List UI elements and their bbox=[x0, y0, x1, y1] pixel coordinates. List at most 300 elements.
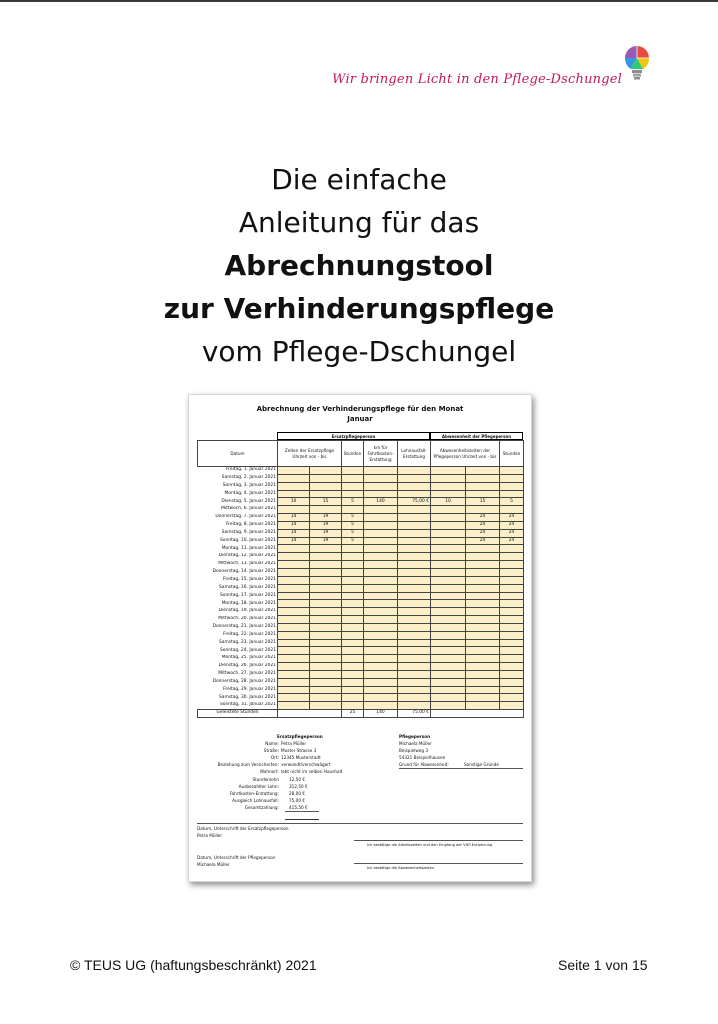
row-cell-f bbox=[278, 623, 310, 631]
row-cell-h bbox=[342, 561, 364, 569]
row-cell-af bbox=[431, 663, 466, 671]
row-cell-ah bbox=[500, 600, 524, 608]
table-row bbox=[198, 702, 524, 710]
signature-carer-name: Petra Müller bbox=[197, 833, 223, 838]
row-cell-f bbox=[278, 616, 310, 624]
row-cell-h: 5 bbox=[342, 514, 364, 522]
row-cell-t bbox=[310, 561, 342, 569]
row-cell-h: 5 bbox=[342, 529, 364, 537]
row-cell-km bbox=[364, 600, 398, 608]
row-cell-ah bbox=[500, 623, 524, 631]
row-cell-ah bbox=[500, 584, 524, 592]
row-cell-km bbox=[364, 639, 398, 647]
row-date: Montag, 18. Januar 2021 bbox=[198, 600, 278, 608]
row-cell-km: 140 bbox=[364, 498, 398, 506]
row-cell-at: 24 bbox=[466, 514, 500, 522]
row-cell-at bbox=[466, 616, 500, 624]
col-header-wage-loss: Lohnausfall-Erstattung bbox=[398, 441, 431, 467]
row-date: Dienstag, 5. Januar 2021 bbox=[198, 498, 278, 506]
row-cell-lohn bbox=[398, 514, 431, 522]
row-cell-f bbox=[278, 592, 310, 600]
row-cell-ah bbox=[500, 702, 524, 710]
table-row bbox=[198, 545, 524, 553]
row-cell-f bbox=[278, 467, 310, 475]
row-cell-f bbox=[278, 600, 310, 608]
row-cell-ah bbox=[500, 639, 524, 647]
row-cell-at bbox=[466, 568, 500, 576]
total-label: Fahrtkosten-Erstattung: bbox=[229, 791, 279, 796]
row-cell-h bbox=[342, 576, 364, 584]
header-tagline: Wir bringen Licht in den Pflege-Dschungel bbox=[332, 72, 622, 87]
row-cell-t: 19 bbox=[310, 537, 342, 545]
row-cell-ah: 24 bbox=[500, 521, 524, 529]
row-cell-at bbox=[466, 482, 500, 490]
row-cell-at bbox=[466, 623, 500, 631]
col-header-km: km für Fahrtkosten-Erstattung bbox=[364, 441, 398, 467]
row-cell-h bbox=[342, 592, 364, 600]
title-line-2: Anleitung für das bbox=[238, 206, 480, 239]
row-cell-lohn bbox=[398, 561, 431, 569]
row-date: Donnerstag, 21. Januar 2021 bbox=[198, 623, 278, 631]
row-cell-t bbox=[310, 474, 342, 482]
row-cell-at bbox=[466, 686, 500, 694]
row-date: Freitag, 22. Januar 2021 bbox=[198, 631, 278, 639]
footer-copyright: © TEUS UG (haftungsbeschränkt) 2021 bbox=[70, 957, 317, 973]
row-cell-af bbox=[431, 608, 466, 616]
row-cell-ah bbox=[500, 663, 524, 671]
row-cell-t bbox=[310, 576, 342, 584]
row-cell-h bbox=[342, 506, 364, 514]
table-row bbox=[198, 655, 524, 663]
row-cell-lohn bbox=[398, 592, 431, 600]
row-cell-ah bbox=[500, 561, 524, 569]
row-cell-lohn bbox=[398, 576, 431, 584]
row-cell-ah bbox=[500, 474, 524, 482]
row-cell-km bbox=[364, 521, 398, 529]
row-cell-km bbox=[364, 545, 398, 553]
row-cell-at bbox=[466, 561, 500, 569]
table-row bbox=[198, 561, 524, 569]
row-date: Montag, 4. Januar 2021 bbox=[198, 490, 278, 498]
row-cell-at bbox=[466, 506, 500, 514]
row-cell-af bbox=[431, 702, 466, 710]
group-header-carer: Ersatzpflegeperson bbox=[277, 432, 430, 440]
carer-relation: verwandt/verschwägert bbox=[281, 762, 331, 767]
signature-caregiver-label: Datum, Unterschrift der Pflegeperson bbox=[197, 855, 276, 860]
row-cell-at bbox=[466, 592, 500, 600]
row-date: Sonntag, 31. Januar 2021 bbox=[198, 702, 278, 710]
row-cell-f: 14 bbox=[278, 537, 310, 545]
row-cell-km bbox=[364, 631, 398, 639]
group-header-absence: Abwesenheit der Pflegeperson bbox=[430, 432, 523, 440]
row-cell-h bbox=[342, 490, 364, 498]
table-row bbox=[198, 663, 524, 671]
row-cell-h bbox=[342, 647, 364, 655]
row-cell-km bbox=[364, 702, 398, 710]
billing-table bbox=[197, 440, 524, 718]
row-cell-t: 19 bbox=[310, 521, 342, 529]
caregiver-reason-label: Grund für Abwesenheit: bbox=[399, 762, 449, 767]
row-cell-t bbox=[310, 553, 342, 561]
row-cell-t bbox=[310, 647, 342, 655]
row-cell-t bbox=[310, 592, 342, 600]
carer-street: Muster Strasse 3 bbox=[281, 748, 317, 753]
row-cell-ah bbox=[500, 678, 524, 686]
sum-label: Geleistete Stunden bbox=[198, 710, 278, 718]
row-date: Mittwoch, 20. Januar 2021 bbox=[198, 616, 278, 624]
row-cell-km bbox=[364, 608, 398, 616]
row-cell-af bbox=[431, 694, 466, 702]
row-cell-lohn bbox=[398, 616, 431, 624]
row-date: Dienstag, 12. Januar 2021 bbox=[198, 553, 278, 561]
row-cell-km bbox=[364, 514, 398, 522]
row-cell-af bbox=[431, 647, 466, 655]
row-cell-lohn bbox=[398, 521, 431, 529]
row-cell-h bbox=[342, 663, 364, 671]
carer-city-label: Ort: bbox=[270, 755, 279, 760]
row-cell-ah: 24 bbox=[500, 537, 524, 545]
total-label: Stundenlohn bbox=[252, 777, 279, 782]
row-cell-km bbox=[364, 616, 398, 624]
carer-heading: Ersatzpflegeperson bbox=[277, 734, 323, 739]
row-cell-f bbox=[278, 647, 310, 655]
caregiver-street: Beispielweg 3 bbox=[399, 748, 429, 753]
row-cell-t bbox=[310, 467, 342, 475]
row-cell-f bbox=[278, 568, 310, 576]
sum-row bbox=[198, 710, 524, 718]
row-cell-f: 14 bbox=[278, 514, 310, 522]
signature-carer-note: Ich bestätige die Arbeitszeiten und den Empfang der VHP-Entlohnung bbox=[367, 843, 493, 847]
row-cell-h bbox=[342, 694, 364, 702]
row-cell-af bbox=[431, 568, 466, 576]
row-cell-ah bbox=[500, 631, 524, 639]
row-cell-lohn bbox=[398, 482, 431, 490]
row-cell-ah bbox=[500, 686, 524, 694]
title-block bbox=[0, 158, 718, 373]
row-cell-f: 14 bbox=[278, 529, 310, 537]
signature-caregiver-note: Ich bestätige die Abwesenheitszeiten bbox=[367, 866, 435, 870]
table-row bbox=[198, 474, 524, 482]
row-cell-h bbox=[342, 600, 364, 608]
row-cell-t bbox=[310, 686, 342, 694]
row-cell-f bbox=[278, 561, 310, 569]
table-row bbox=[198, 670, 524, 678]
table-row bbox=[198, 482, 524, 490]
row-cell-h bbox=[342, 568, 364, 576]
row-date: Sonntag, 10. Januar 2021 bbox=[198, 537, 278, 545]
row-cell-f bbox=[278, 639, 310, 647]
lightbulb-puzzle-icon bbox=[622, 44, 652, 88]
row-cell-ah: 24 bbox=[500, 514, 524, 522]
row-cell-lohn bbox=[398, 474, 431, 482]
row-cell-at bbox=[466, 631, 500, 639]
signature-divider bbox=[197, 823, 523, 824]
signature-carer-line bbox=[354, 840, 523, 841]
row-cell-af bbox=[431, 631, 466, 639]
row-cell-f bbox=[278, 670, 310, 678]
row-cell-km bbox=[364, 663, 398, 671]
row-cell-km bbox=[364, 537, 398, 545]
row-cell-f bbox=[278, 631, 310, 639]
table-row bbox=[198, 553, 524, 561]
total-double-underline bbox=[285, 819, 319, 820]
total-label: Ausgleich Lohnausfall: bbox=[232, 798, 279, 803]
row-cell-km bbox=[364, 655, 398, 663]
row-cell-at bbox=[466, 670, 500, 678]
sum-hours: 25 bbox=[342, 710, 364, 718]
row-cell-at bbox=[466, 694, 500, 702]
row-cell-af bbox=[431, 537, 466, 545]
footer-page-number: Seite 1 von 15 bbox=[558, 957, 648, 973]
col-header-absence-times: Abwesenheitszeiten der Pflegeperson Uhrzeit von - bis bbox=[431, 441, 500, 467]
row-cell-lohn bbox=[398, 678, 431, 686]
title-line-1: Die einfache bbox=[271, 163, 447, 196]
row-cell-km bbox=[364, 474, 398, 482]
row-cell-h bbox=[342, 631, 364, 639]
row-cell-km bbox=[364, 592, 398, 600]
row-cell-lohn bbox=[398, 584, 431, 592]
row-cell-at: 24 bbox=[466, 537, 500, 545]
table-row bbox=[198, 514, 524, 522]
row-cell-at bbox=[466, 584, 500, 592]
row-cell-t bbox=[310, 631, 342, 639]
row-cell-ah bbox=[500, 576, 524, 584]
total-label: Gesamtzahlung: bbox=[244, 805, 279, 810]
row-cell-ah: 24 bbox=[500, 529, 524, 537]
row-cell-t bbox=[310, 545, 342, 553]
row-cell-f bbox=[278, 686, 310, 694]
row-date: Dienstag, 19. Januar 2021 bbox=[198, 608, 278, 616]
row-cell-f: 14 bbox=[278, 521, 310, 529]
row-cell-at bbox=[466, 576, 500, 584]
row-cell-h: 5 bbox=[342, 498, 364, 506]
row-cell-af bbox=[431, 678, 466, 686]
sheet-title: Abrechnung der Verhinderungspflege für den Monat Januar bbox=[256, 405, 464, 423]
row-cell-km bbox=[364, 576, 398, 584]
row-date: Freitag, 15. Januar 2021 bbox=[198, 576, 278, 584]
row-cell-af bbox=[431, 623, 466, 631]
row-cell-lohn bbox=[398, 490, 431, 498]
row-date: Freitag, 1. Januar 2021 bbox=[198, 467, 278, 475]
row-cell-h bbox=[342, 545, 364, 553]
row-date: Samstag, 30. Januar 2021 bbox=[198, 694, 278, 702]
row-cell-lohn bbox=[398, 702, 431, 710]
sum-empty bbox=[278, 710, 342, 718]
table-row bbox=[198, 537, 524, 545]
total-value: 28,00 € bbox=[289, 791, 305, 796]
row-cell-t bbox=[310, 584, 342, 592]
row-cell-f bbox=[278, 678, 310, 686]
row-cell-af bbox=[431, 474, 466, 482]
row-cell-ah bbox=[500, 608, 524, 616]
row-cell-f bbox=[278, 545, 310, 553]
row-cell-at: 24 bbox=[466, 529, 500, 537]
table-header-row bbox=[198, 441, 524, 467]
row-cell-t bbox=[310, 670, 342, 678]
row-cell-lohn bbox=[398, 600, 431, 608]
title-line-3: Abrechnungstool bbox=[224, 249, 494, 282]
row-cell-t: 19 bbox=[310, 529, 342, 537]
row-cell-lohn bbox=[398, 694, 431, 702]
row-cell-af bbox=[431, 639, 466, 647]
signature-caregiver-name: Michaela Müller bbox=[197, 862, 230, 867]
row-cell-ah bbox=[500, 553, 524, 561]
row-cell-h bbox=[342, 639, 364, 647]
row-cell-at bbox=[466, 663, 500, 671]
title-line-5: vom Pflege-Dschungel bbox=[201, 335, 517, 368]
row-cell-km bbox=[364, 623, 398, 631]
row-cell-af bbox=[431, 670, 466, 678]
row-cell-af bbox=[431, 545, 466, 553]
row-cell-at bbox=[466, 639, 500, 647]
row-cell-lohn bbox=[398, 553, 431, 561]
col-header-absence-hours: Stunden bbox=[500, 441, 524, 467]
row-cell-ah bbox=[500, 616, 524, 624]
row-cell-lohn bbox=[398, 655, 431, 663]
row-cell-h bbox=[342, 623, 364, 631]
row-cell-ah bbox=[500, 655, 524, 663]
caregiver-city: 54321 Beispielhausen bbox=[399, 755, 446, 760]
row-cell-f bbox=[278, 663, 310, 671]
row-cell-at bbox=[466, 545, 500, 553]
row-cell-h bbox=[342, 686, 364, 694]
row-cell-h bbox=[342, 584, 364, 592]
table-row bbox=[198, 584, 524, 592]
caregiver-heading: Pflegeperson bbox=[399, 734, 431, 739]
row-cell-km bbox=[364, 647, 398, 655]
row-date: Montag, 25. Januar 2021 bbox=[198, 655, 278, 663]
row-cell-at bbox=[466, 702, 500, 710]
row-cell-lohn bbox=[398, 623, 431, 631]
row-cell-at bbox=[466, 655, 500, 663]
row-date: Samstag, 23. Januar 2021 bbox=[198, 639, 278, 647]
row-cell-ah bbox=[500, 568, 524, 576]
row-cell-af bbox=[431, 514, 466, 522]
row-cell-at bbox=[466, 553, 500, 561]
row-date: Freitag, 8. Januar 2021 bbox=[198, 521, 278, 529]
row-cell-ah bbox=[500, 490, 524, 498]
row-cell-ah: 5 bbox=[500, 498, 524, 506]
row-cell-km bbox=[364, 584, 398, 592]
row-cell-km bbox=[364, 529, 398, 537]
row-cell-f bbox=[278, 694, 310, 702]
row-date: Sonntag, 17. Januar 2021 bbox=[198, 592, 278, 600]
row-cell-km bbox=[364, 694, 398, 702]
row-cell-ah bbox=[500, 647, 524, 655]
row-cell-af bbox=[431, 482, 466, 490]
caregiver-reason: Sonstige Gründe bbox=[464, 762, 499, 767]
row-date: Sonntag, 3. Januar 2021 bbox=[198, 482, 278, 490]
row-date: Mittwoch, 27. Januar 2021 bbox=[198, 670, 278, 678]
row-cell-f bbox=[278, 702, 310, 710]
carer-name-label: Name: bbox=[265, 741, 279, 746]
table-row bbox=[198, 506, 524, 514]
row-cell-af bbox=[431, 467, 466, 475]
row-cell-km bbox=[364, 482, 398, 490]
col-header-hours: Stunden bbox=[342, 441, 364, 467]
row-date: Freitag, 29. Januar 2021 bbox=[198, 686, 278, 694]
table-row bbox=[198, 529, 524, 537]
table-row bbox=[198, 616, 524, 624]
row-cell-af bbox=[431, 529, 466, 537]
row-cell-lohn bbox=[398, 545, 431, 553]
row-cell-ah bbox=[500, 482, 524, 490]
carer-city: 12345 Musterstadt bbox=[281, 755, 321, 760]
row-cell-km bbox=[364, 678, 398, 686]
col-header-carer-times: Zeiten der Ersatzpflege Uhrzeit von - bis bbox=[278, 441, 342, 467]
carer-residence: lebt nicht im selben Haushalt bbox=[281, 769, 343, 774]
row-cell-h bbox=[342, 655, 364, 663]
row-cell-f bbox=[278, 506, 310, 514]
row-cell-lohn bbox=[398, 631, 431, 639]
row-cell-lohn bbox=[398, 686, 431, 694]
table-row bbox=[198, 678, 524, 686]
row-cell-h bbox=[342, 616, 364, 624]
sum-empty-absence bbox=[431, 710, 524, 718]
caregiver-name: Michaela Müller bbox=[399, 741, 432, 746]
row-cell-t bbox=[310, 506, 342, 514]
row-cell-lohn bbox=[398, 467, 431, 475]
row-cell-ah bbox=[500, 694, 524, 702]
row-date: Samstag, 16. Januar 2021 bbox=[198, 584, 278, 592]
row-cell-t: 19 bbox=[310, 514, 342, 522]
row-date: Montag, 11. Januar 2021 bbox=[198, 545, 278, 553]
row-cell-af bbox=[431, 686, 466, 694]
title-line-4: zur Verhinderungspflege bbox=[163, 292, 555, 325]
row-cell-ah bbox=[500, 670, 524, 678]
table-row bbox=[198, 694, 524, 702]
row-date: Samstag, 2. Januar 2021 bbox=[198, 474, 278, 482]
row-cell-t: 15 bbox=[310, 498, 342, 506]
row-date: Donnerstag, 14. Januar 2021 bbox=[198, 568, 278, 576]
row-cell-h bbox=[342, 553, 364, 561]
row-cell-f bbox=[278, 474, 310, 482]
row-cell-at: 15 bbox=[466, 498, 500, 506]
row-cell-at bbox=[466, 647, 500, 655]
total-value: 415,50 € bbox=[289, 805, 308, 810]
row-cell-t bbox=[310, 600, 342, 608]
row-cell-af bbox=[431, 553, 466, 561]
row-cell-at bbox=[466, 474, 500, 482]
row-cell-f bbox=[278, 553, 310, 561]
row-date: Donnerstag, 28. Januar 2021 bbox=[198, 678, 278, 686]
row-cell-lohn: 75,00 € bbox=[398, 498, 431, 506]
row-cell-km bbox=[364, 670, 398, 678]
table-row bbox=[198, 608, 524, 616]
row-cell-af bbox=[431, 521, 466, 529]
row-cell-km bbox=[364, 568, 398, 576]
signature-carer-label: Datum, Unterschrift der Ersatzpflegeperson bbox=[197, 826, 289, 831]
table-row bbox=[198, 498, 524, 506]
signature-caregiver-line bbox=[354, 863, 523, 864]
table-row bbox=[198, 631, 524, 639]
row-cell-af bbox=[431, 616, 466, 624]
table-row bbox=[198, 592, 524, 600]
row-cell-lohn bbox=[398, 506, 431, 514]
table-row bbox=[198, 686, 524, 694]
row-cell-f: 10 bbox=[278, 498, 310, 506]
row-cell-t bbox=[310, 702, 342, 710]
table-row bbox=[198, 639, 524, 647]
row-cell-lohn bbox=[398, 639, 431, 647]
row-cell-t bbox=[310, 663, 342, 671]
row-date: Donnerstag, 7. Januar 2021 bbox=[198, 514, 278, 522]
row-cell-af bbox=[431, 592, 466, 600]
row-cell-at bbox=[466, 678, 500, 686]
row-cell-ah bbox=[500, 545, 524, 553]
row-cell-km bbox=[364, 467, 398, 475]
row-cell-f bbox=[278, 576, 310, 584]
